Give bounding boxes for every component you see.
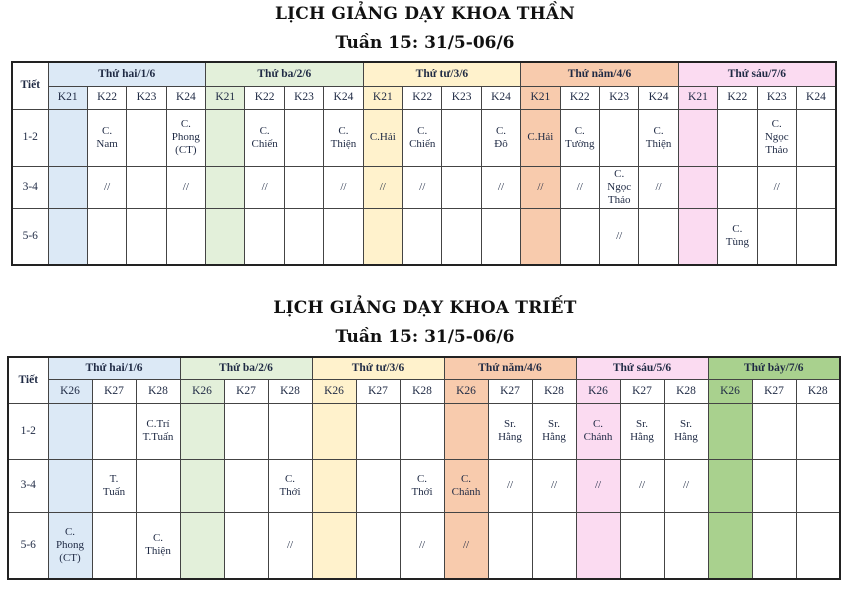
class-header: K26 <box>48 379 92 403</box>
day-header: Thứ năm/4/6 <box>444 357 576 379</box>
schedule-cell <box>136 459 180 512</box>
schedule-cell <box>127 109 166 166</box>
schedule-cell <box>127 166 166 208</box>
class-header: K27 <box>752 379 796 403</box>
schedule-cell <box>48 459 92 512</box>
class-header: K23 <box>757 86 796 109</box>
schedule-cell <box>356 512 400 579</box>
schedule-cell <box>796 208 836 265</box>
schedule-cell <box>312 403 356 459</box>
schedule-cell: C. Thiện <box>136 512 180 579</box>
schedule-cell <box>92 512 136 579</box>
schedule-cell: // <box>560 166 599 208</box>
theology-schedule-table <box>11 61 837 266</box>
schedule-cell: Sr. Hằng <box>620 403 664 459</box>
class-header: K26 <box>576 379 620 403</box>
tiet-header: Tiết <box>12 62 48 109</box>
schedule-cell <box>87 208 126 265</box>
theology-subtitle: Tuần 15: 31/5-06/6 <box>335 33 515 53</box>
schedule-cell: // <box>268 512 312 579</box>
schedule-cell: C. Thới <box>400 459 444 512</box>
schedule-cell <box>599 109 638 166</box>
schedule-cell <box>224 403 268 459</box>
schedule-cell <box>268 403 312 459</box>
day-header: Thứ tư/3/6 <box>312 357 444 379</box>
schedule-cell <box>678 109 717 166</box>
schedule-cell: C. Tường <box>560 109 599 166</box>
schedule-cell: C.Hải <box>363 109 402 166</box>
schedule-cell: Sr. Hằng <box>488 403 532 459</box>
schedule-cell <box>48 109 87 166</box>
class-header: K28 <box>136 379 180 403</box>
schedule-cell: C. Chánh <box>444 459 488 512</box>
class-header: K27 <box>224 379 268 403</box>
schedule-cell <box>708 459 752 512</box>
schedule-cell <box>442 208 481 265</box>
schedule-cell: C. Thiện <box>639 109 678 166</box>
schedule-cell: C. Ngọc Thảo <box>757 109 796 166</box>
day-header: Thứ ba/2/6 <box>180 357 312 379</box>
schedule-cell <box>206 208 245 265</box>
schedule-cell: // <box>87 166 126 208</box>
period-label: 5-6 <box>12 208 48 265</box>
class-header: K26 <box>180 379 224 403</box>
day-header: Thứ hai/1/6 <box>48 357 180 379</box>
schedule-cell <box>442 166 481 208</box>
schedule-cell <box>206 166 245 208</box>
schedule-cell <box>444 403 488 459</box>
class-header: K24 <box>796 86 836 109</box>
schedule-cell: C. Chiến <box>403 109 442 166</box>
schedule-cell: C.Trí T.Tuấn <box>136 403 180 459</box>
schedule-cell: C. Nam <box>87 109 126 166</box>
schedule-cell <box>532 512 576 579</box>
schedule-cell <box>356 459 400 512</box>
period-label: 3-4 <box>12 166 48 208</box>
class-header: K27 <box>620 379 664 403</box>
schedule-cell <box>796 403 840 459</box>
class-header: K28 <box>532 379 576 403</box>
schedule-cell <box>620 512 664 579</box>
schedule-cell: // <box>488 459 532 512</box>
schedule-cell: // <box>324 166 363 208</box>
class-header: K24 <box>166 86 205 109</box>
schedule-cell <box>312 512 356 579</box>
schedule-cell <box>757 208 796 265</box>
class-header: K21 <box>48 86 87 109</box>
philosophy-title: LỊCH GIẢNG DẠY KHOA TRIẾT <box>273 298 577 318</box>
schedule-cell: // <box>664 459 708 512</box>
schedule-cell <box>576 512 620 579</box>
schedule-cell <box>708 403 752 459</box>
class-header: K27 <box>488 379 532 403</box>
schedule-cell <box>127 208 166 265</box>
day-header: Thứ tư/3/6 <box>363 62 521 86</box>
schedule-cell <box>180 512 224 579</box>
schedule-cell <box>796 459 840 512</box>
class-header: K23 <box>599 86 638 109</box>
schedule-cell: C. Thiện <box>324 109 363 166</box>
class-header: K23 <box>284 86 323 109</box>
schedule-cell: C. Đô <box>481 109 520 166</box>
schedule-cell <box>48 403 92 459</box>
schedule-cell: Sr. Hằng <box>664 403 708 459</box>
class-header: K23 <box>442 86 481 109</box>
schedule-cell <box>718 166 757 208</box>
class-header: K26 <box>444 379 488 403</box>
schedule-cell <box>356 403 400 459</box>
schedule-cell: C. Phong (CT) <box>48 512 92 579</box>
class-header: K23 <box>127 86 166 109</box>
schedule-cell: T. Tuấn <box>92 459 136 512</box>
class-header: K24 <box>481 86 520 109</box>
schedule-cell <box>481 208 520 265</box>
class-header: K28 <box>796 379 840 403</box>
schedule-cell <box>488 512 532 579</box>
class-header: K21 <box>206 86 245 109</box>
schedule-cell <box>284 166 323 208</box>
schedule-cell: C. Ngọc Thảo <box>599 166 638 208</box>
theology-title: LỊCH GIẢNG DẠY KHOA THẦN <box>274 4 576 24</box>
class-header: K28 <box>664 379 708 403</box>
schedule-cell: // <box>576 459 620 512</box>
schedule-cell: C. Chánh <box>576 403 620 459</box>
schedule-cell <box>324 208 363 265</box>
schedule-cell: Sr. Hằng <box>532 403 576 459</box>
class-header: K27 <box>356 379 400 403</box>
class-header: K24 <box>639 86 678 109</box>
schedule-cell <box>312 459 356 512</box>
schedule-cell <box>48 166 87 208</box>
schedule-cell <box>708 512 752 579</box>
schedule-cell: // <box>620 459 664 512</box>
class-header: K22 <box>560 86 599 109</box>
class-header: K22 <box>718 86 757 109</box>
schedule-cell: C. Chiến <box>245 109 284 166</box>
schedule-cell <box>796 512 840 579</box>
schedule-cell <box>363 208 402 265</box>
schedule-cell: // <box>363 166 402 208</box>
day-header: Thứ năm/4/6 <box>521 62 679 86</box>
class-header: K21 <box>363 86 402 109</box>
schedule-cell <box>442 109 481 166</box>
schedule-cell <box>796 166 836 208</box>
schedule-cell: C.Hải <box>521 109 560 166</box>
class-header: K24 <box>324 86 363 109</box>
schedule-cell: // <box>481 166 520 208</box>
schedule-cell: C. Tùng <box>718 208 757 265</box>
class-header: K22 <box>245 86 284 109</box>
schedule-cell: // <box>400 512 444 579</box>
period-label: 3-4 <box>8 459 48 512</box>
schedule-cell: // <box>639 166 678 208</box>
schedule-cell <box>92 403 136 459</box>
day-header: Thứ hai/1/6 <box>48 62 206 86</box>
schedule-cell <box>796 109 836 166</box>
schedule-cell <box>718 109 757 166</box>
class-header: K22 <box>87 86 126 109</box>
philosophy-subtitle: Tuần 15: 31/5-06/6 <box>335 327 515 347</box>
class-header: K26 <box>312 379 356 403</box>
class-header: K27 <box>92 379 136 403</box>
schedule-cell <box>560 208 599 265</box>
schedule-cell: // <box>166 166 205 208</box>
schedule-cell: // <box>403 166 442 208</box>
day-header: Thứ sáu/5/6 <box>576 357 708 379</box>
day-header: Thứ ba/2/6 <box>206 62 364 86</box>
schedule-cell <box>284 109 323 166</box>
philosophy-schedule-table <box>7 356 841 580</box>
schedule-cell <box>678 208 717 265</box>
schedule-cell: // <box>599 208 638 265</box>
schedule-cell: // <box>245 166 284 208</box>
schedule-cell <box>284 208 323 265</box>
class-header: K21 <box>521 86 560 109</box>
schedule-cell <box>400 403 444 459</box>
schedule-cell <box>664 512 708 579</box>
schedule-cell: // <box>521 166 560 208</box>
schedule-cell <box>180 459 224 512</box>
day-header: Thứ bảy/7/6 <box>708 357 840 379</box>
schedule-cell: // <box>757 166 796 208</box>
schedule-cell <box>180 403 224 459</box>
schedule-cell <box>206 109 245 166</box>
period-label: 1-2 <box>12 109 48 166</box>
schedule-cell: C. Thới <box>268 459 312 512</box>
schedule-cell <box>403 208 442 265</box>
schedule-cell <box>245 208 284 265</box>
day-header: Thứ sáu/7/6 <box>678 62 836 86</box>
class-header: K21 <box>678 86 717 109</box>
schedule-cell <box>521 208 560 265</box>
tiet-header: Tiết <box>8 357 48 403</box>
class-header: K28 <box>268 379 312 403</box>
schedule-cell <box>166 208 205 265</box>
schedule-cell <box>752 459 796 512</box>
schedule-cell <box>678 166 717 208</box>
class-header: K22 <box>403 86 442 109</box>
schedule-cell <box>48 208 87 265</box>
schedule-cell <box>752 512 796 579</box>
period-label: 5-6 <box>8 512 48 579</box>
schedule-cell <box>224 512 268 579</box>
class-header: K28 <box>400 379 444 403</box>
schedule-cell <box>224 459 268 512</box>
schedule-cell: // <box>532 459 576 512</box>
schedule-cell: // <box>444 512 488 579</box>
schedule-cell: C. Phong (CT) <box>166 109 205 166</box>
class-header: K26 <box>708 379 752 403</box>
schedule-cell <box>752 403 796 459</box>
schedule-cell <box>639 208 678 265</box>
period-label: 1-2 <box>8 403 48 459</box>
